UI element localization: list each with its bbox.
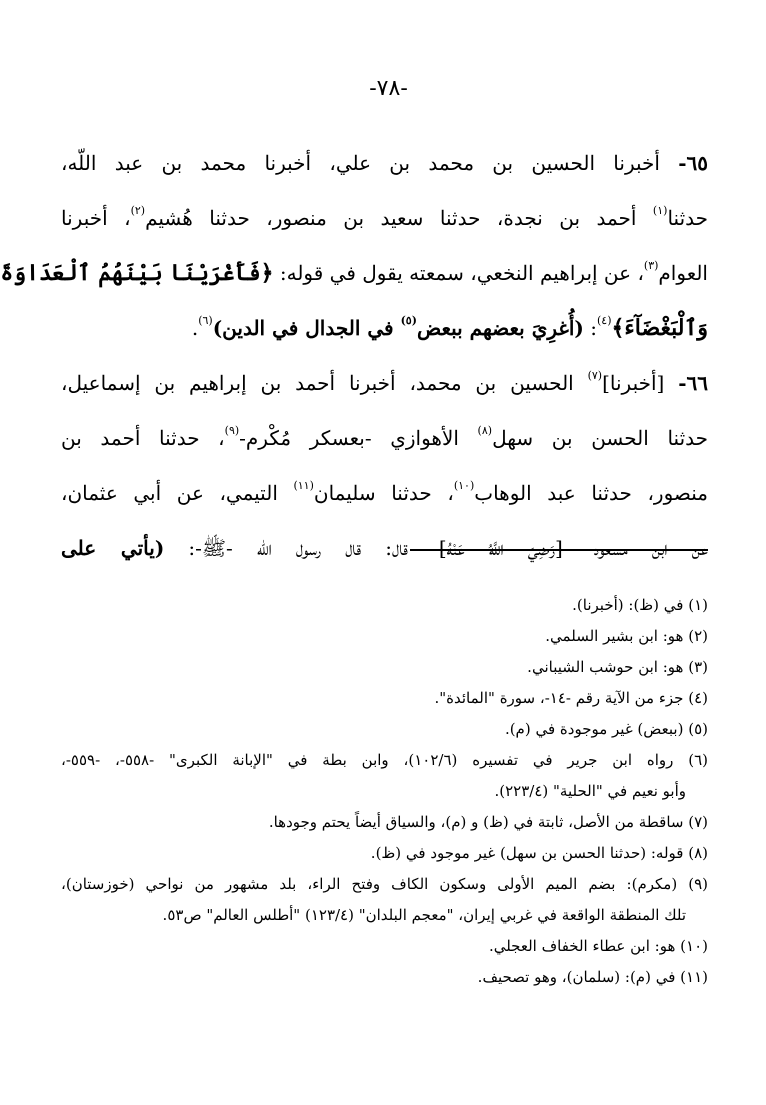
footnote-4: (٤) جزء من الآية رقم -١٤-، سورة "المائدة". [434,689,708,707]
footnote-7: (٧) ساقطة من الأصل، ثابتة في (ظ) و (م)، والسياق أيضاً يحتم وجودها. [268,813,708,831]
footnote-9 [61,869,708,931]
footnote-6 [61,745,708,807]
footnote-10: (١٠) هو: ابن عطاء الخفاف العجلي. [488,937,708,955]
text-line-8: عن ابن مسعود -[رَضِيَ اللَّهُ عَنْهُ]- قال: قال رسول اللّه -ﷺ-: (يأتي على [61,536,708,560]
footnote-11: (١١) في (م): (سلمان)، وهو تصحيف. [477,968,708,986]
footnote-5: (٥) (ببعض) غير موجودة في (م). [504,720,708,738]
footnotes [61,590,708,993]
text-line-4: وَٱلْبَغْضَآءَ﴾$^{(٤)}$: (أُغرِيَ بعضهم ببعض$^{(٥)}$ في الجدال في الدين)$^{(٦)}$. [191,314,708,341]
main-text [0,138,709,578]
footnote-6-line-2: وأبو نعيم في "الحلية" (٢٢٣/٤). [494,782,686,800]
footnote-6-line-1: (٦) رواه ابن جرير في تفسيره (١٠٢/٦)، وابن بطة في "الإبانة الكبرى" -٥٥٨-، -٥٥٩-، [61,751,709,769]
text-line-7: منصور، حدثنا عبد الوهاب$^{(١٠)}$، حدثنا سليمان$^{(١١)}$ التيمي، عن أبي عثمان، [61,479,708,505]
footnote-8: (٨) قوله: (حدثنا الحسن بن سهل) غير موجود في (ظ). [370,844,708,862]
text-line-2: حدثنا$^{(١)}$ أحمد بن نجدة، حدثنا سعيد بن منصور، حدثنا هُشيم$^{(٢)}$، أخبرنا [61,204,708,230]
text-line-1: ٦٥- أخبرنا الحسين بن محمد بن علي، أخبرنا محمد بن عبد اللّه، [61,151,708,175]
text-line-6: حدثنا الحسن بن سهل$^{(٨)}$ الأهوازي -بعسكر مُكْرم-$^{(٩)}$، حدثنا أحمد بن [61,424,709,450]
footnote-9-line-1: (٩) (مكرم): بضم الميم الأولى وسكون الكاف وفتح الراء، بلد مشهور من نواحي (خوزستان)، [61,875,708,893]
text-line-5: ٦٦- [أخبرنا]$^{(٧)}$ الحسين بن محمد، أخبرنا أحمد بن إبراهيم بن إسماعيل، [61,369,708,395]
footnote-2: (٢) هو: ابن بشير السلمي. [545,627,708,645]
text-line-3: العوام$^{(٣)}$، عن إبراهيم النخعي، سمعته يقول في قوله: ﴿فَأَغْرَيْنَا بَيْنَهُمُ ٱلْعَدَاوَةَ [0,259,708,286]
page-number: -٧٨- [369,76,408,101]
footnote-divider [410,549,708,551]
footnote-3: (٣) هو: ابن حوشب الشيباني. [527,658,708,676]
footnote-9-line-2: تلك المنطقة الواقعة في غربي إيران، "معجم البلدان" (١٢٣/٤) "أطلس العالم" ص٥٣. [162,906,686,924]
footnote-1: (١) في (ظ): (أخبرنا). [572,596,708,614]
